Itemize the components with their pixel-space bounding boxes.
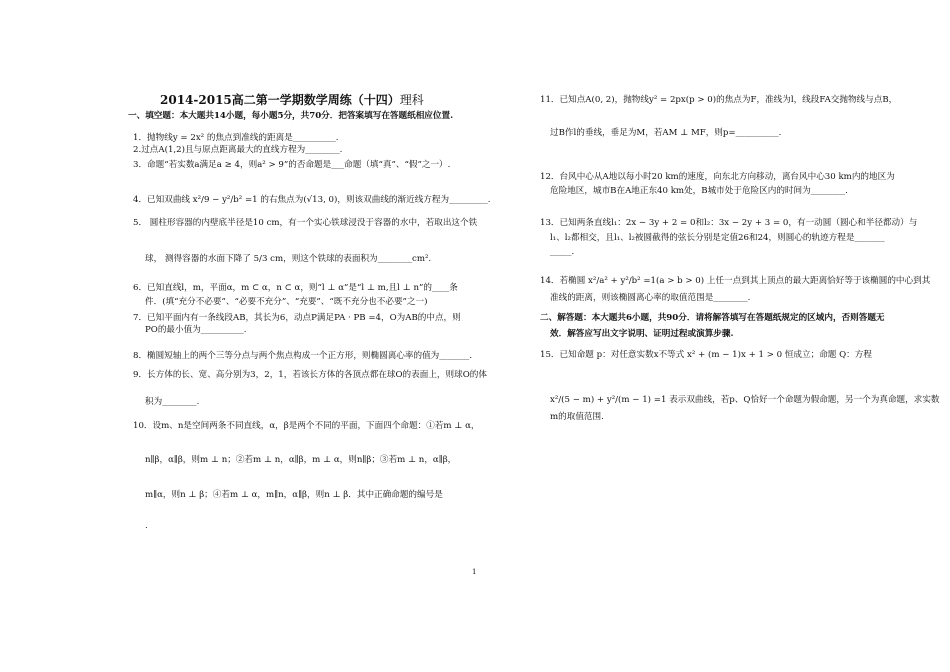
question-9-line-1: 9．长方体的长、宽、高分别为3，2，1，若该长方体的各顶点都在球O的表面上，则球O的体 xyxy=(133,370,487,380)
section-fill-in-header: 一、填空题：本大题共14小题，每小题5分，共70分．把答案填写在答题纸相应位置. xyxy=(128,111,454,121)
question-10-line-4: . xyxy=(145,521,148,531)
question-10-line-1: 10．设m、n是空间两条不同直线，α，β是两个不同的平面，下面四个命题：①若m ⊥ α， xyxy=(133,421,480,431)
title-main: 2014-2015高二第一学期数学周练（十四） xyxy=(160,93,400,107)
question-11-line-1: 11．已知点A(0, 2)，抛物线y² = 2px(p > 0)的焦点为F，准线为l，线段FA交抛物线与点B， xyxy=(540,95,898,105)
question-2: 2.过点A(1,2)且与原点距离最大的直线方程为________. xyxy=(133,145,343,155)
question-7-line-1: 7．已知平面内有一条线段AB，其长为6，动点P满足PA · PB =4，O为AB的中点，则 xyxy=(133,313,461,323)
question-12-line-1: 12．台风中心从A地以每小时20 km的速度，向东北方向移动，离台风中心30 km内的地区为 xyxy=(540,172,895,182)
question-11-line-2: 过B作l的垂线，垂足为M，若AM ⊥ MF，则p=__________. xyxy=(550,128,782,138)
question-15-line-3: m的取值范围. xyxy=(550,412,604,422)
question-6-line-2: 件．(填“充分不必要”、“必要不充分”、“充要”、“既不充分也不必要”之一) xyxy=(145,297,428,307)
question-15-line-1: 15．已知命题 p：对任意实数x不等式 x² + (m − 1)x + 1 > 0 恒成立；命题 Q：方程 xyxy=(540,350,872,360)
section-answer-header-line-2: 效．解答应写出文字说明、证明过程或演算步骤. xyxy=(550,329,734,339)
question-10-line-3: m∥α，则n ⊥ β；④若m ⊥ α，m∥n，α∥β，则n ⊥ β．其中正确命题的编号是 xyxy=(145,490,443,500)
question-15-line-2: x²/(5 − m) + y²/(m − 1) =1 表示双曲线，若p、Q恰好一个命题为假命题，另一个为真命题，求实数 xyxy=(550,395,940,405)
question-13-line-1: 13．已知两条直线l₁：2x − 3y + 2 = 0和l₂：3x − 2y + 3 = 0，有一动圆（圆心和半径都动）与 xyxy=(540,218,918,228)
page-title xyxy=(160,93,424,108)
question-6-line-1: 6．已知直线l，m，平面α，m ⊂ α，n ⊂ α，则“l ⊥ α”是“l ⊥ m,且l ⊥ n”的____条 xyxy=(133,283,458,293)
question-5-line-2: 球， 测得容器的水面下降了 5/3 cm，则这个铁球的表面积为________cm². xyxy=(145,254,432,264)
question-3: 3．命题“若实数a满足a ≥ 4，则a² > 9”的否命题是___命题（填“真”、“假”之一）. xyxy=(133,160,451,170)
question-13-line-2: l₁、l₂都相交，且l₁、l₂被圆截得的弦长分别是定值26和24，则圆心的轨迹方程是_______ xyxy=(550,233,885,243)
question-14-line-1: 14．若椭圆 x²/a² + y²/b² =1(a > b > 0) 上任一点到其上顶点的最大距离恰好等于该椭圆的中心到其 xyxy=(540,276,931,286)
page-number: 1 xyxy=(472,568,477,576)
question-13-line-3: _____. xyxy=(550,247,575,257)
question-8: 8．椭圆短轴上的两个三等分点与两个焦点构成一个正方形，则椭圆离心率的值为_______. xyxy=(133,351,473,361)
title-suffix: 理科 xyxy=(399,93,424,107)
question-10-line-2: n∥β，α∥β，则m ⊥ n；②若m ⊥ n，α∥β，m ⊥ α，则n∥β；③若m ⊥ n，α∥β， xyxy=(145,455,457,465)
question-12-line-2: 危险地区，城市B在A地正东40 km处，B城市处于危险区内的时间为________. xyxy=(550,186,848,196)
question-1: 1．抛物线y = 2x² 的焦点到准线的距离是__________. xyxy=(133,133,339,143)
question-7-line-2: PO的最小值为__________. xyxy=(145,325,247,335)
section-answer-header-line-1: 二、解答题：本大题共6小题，共90分．请将解答填写在答题纸规定的区域内，否则答题无 xyxy=(540,313,885,323)
question-9-line-2: 积为________. xyxy=(145,397,200,407)
question-14-line-2: 准线的距离，则该椭圆离心率的取值范围是________. xyxy=(550,293,751,303)
question-4: 4．已知双曲线 x²/9 − y²/b² =1 的右焦点为(√13, 0)，则该双曲线的渐近线方程为_________. xyxy=(133,195,491,205)
question-5-line-1: 5． 圆柱形容器的内壁底半径是10 cm，有一个实心铁球浸没于容器的水中，若取出这个铁 xyxy=(133,218,478,228)
